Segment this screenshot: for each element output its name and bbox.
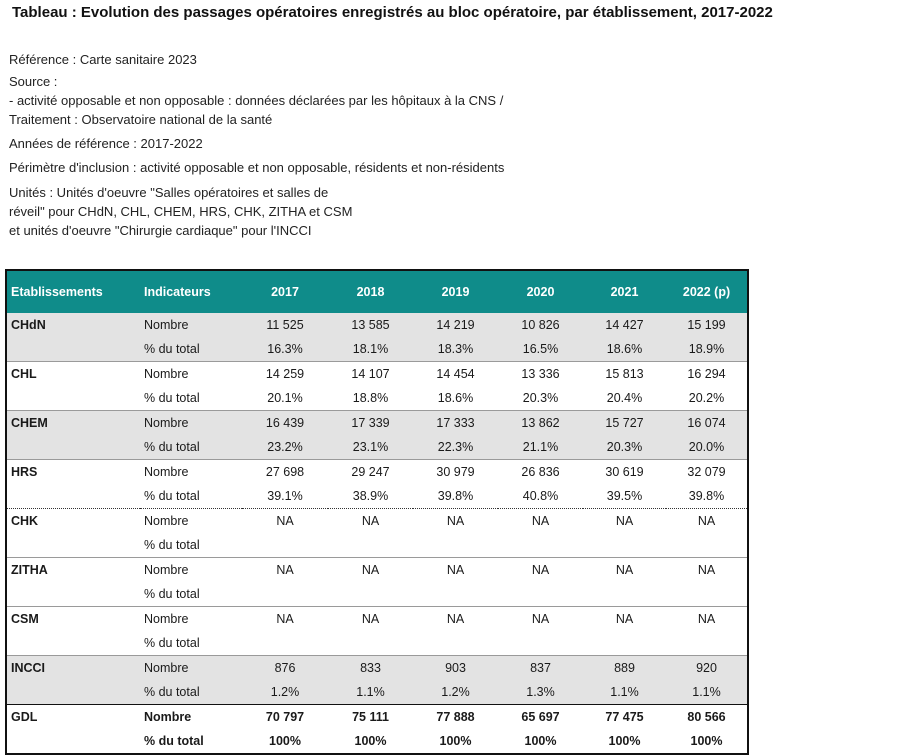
header-year: 2020 (498, 270, 583, 313)
value-cell: 29 247 (328, 460, 413, 485)
value-cell: 77 475 (583, 705, 666, 730)
value-cell: 15 727 (583, 411, 666, 436)
value-cell (242, 631, 328, 656)
indicator-cell: % du total (144, 734, 204, 748)
value-cell: 16.5% (498, 337, 583, 362)
value-cell: 18.3% (413, 337, 498, 362)
reference-text: Référence : Carte sanitaire 2023 (9, 52, 197, 67)
establishment-cell (6, 484, 140, 509)
value-cell: 32 079 (666, 460, 748, 485)
value-cell: 70 797 (242, 705, 328, 730)
value-cell: NA (498, 607, 583, 632)
value-cell: NA (413, 607, 498, 632)
value-cell: 10 826 (498, 313, 583, 337)
table-row (6, 705, 748, 730)
treatment-text: Traitement : Observatoire national de la santé (9, 112, 273, 127)
value-cell (413, 533, 498, 558)
value-cell: 18.8% (352, 391, 389, 405)
value-cell: 920 (666, 656, 748, 681)
value-cell: 889 (583, 656, 666, 681)
indicator-cell: Nombre (140, 411, 242, 436)
establishment-cell (6, 631, 140, 656)
value-cell: 17 333 (413, 411, 498, 436)
value-cell (498, 631, 583, 656)
value-cell: NA (328, 607, 413, 632)
value-cell: 14 427 (583, 313, 666, 337)
value-cell (583, 582, 666, 607)
value-cell: 20.3% (522, 391, 559, 405)
establishment-cell (6, 386, 140, 411)
establishment-cell: CHL (6, 362, 140, 387)
establishment-cell (6, 729, 140, 754)
indicator-cell: % du total (140, 680, 242, 705)
establishment-cell (6, 435, 140, 460)
value-cell: 23.1% (328, 435, 413, 460)
value-cell: 26 836 (498, 460, 583, 485)
value-cell: 14 454 (413, 362, 498, 387)
table-row (6, 656, 748, 681)
value-cell: 65 697 (498, 705, 583, 730)
indicator-cell: % du total (144, 538, 200, 552)
table-row (6, 435, 748, 460)
value-cell: NA (498, 558, 583, 583)
value-cell: 18.9% (666, 337, 748, 362)
value-cell (328, 533, 413, 558)
value-cell: 22.3% (413, 435, 498, 460)
table-row (6, 631, 748, 656)
table-row (6, 411, 748, 436)
establishment-cell: CSM (6, 607, 140, 632)
value-cell: 27 698 (242, 460, 328, 485)
value-cell: 16.3% (242, 337, 328, 362)
header-establishments: Etablissements (6, 270, 140, 313)
value-cell (666, 533, 748, 558)
establishment-cell (6, 582, 140, 607)
indicator-cell: Nombre (140, 509, 242, 534)
header-year: 2019 (413, 270, 498, 313)
value-cell (498, 533, 583, 558)
value-cell: 75 111 (328, 705, 413, 730)
establishment-cell: CHK (6, 509, 140, 534)
value-cell: NA (583, 558, 666, 583)
value-cell: 30 979 (413, 460, 498, 485)
establishment-cell: HRS (6, 460, 140, 485)
value-cell: 20.4% (606, 391, 643, 405)
value-cell (242, 533, 328, 558)
table-row (6, 484, 748, 509)
value-cell: 100% (354, 734, 387, 748)
table-row (6, 680, 748, 705)
value-cell: NA (328, 509, 413, 534)
table-row (6, 582, 748, 607)
indicator-cell: % du total (144, 489, 200, 503)
indicator-cell: Nombre (140, 460, 242, 485)
header-year: 2021 (583, 270, 666, 313)
value-cell: 17 339 (328, 411, 413, 436)
value-cell: 1.1% (666, 680, 748, 705)
value-cell: 876 (242, 656, 328, 681)
value-cell: NA (413, 558, 498, 583)
value-cell: NA (583, 509, 666, 534)
header-year: 2017 (242, 270, 328, 313)
value-cell: 38.9% (352, 489, 389, 503)
value-cell: 77 888 (413, 705, 498, 730)
table-row (6, 533, 748, 558)
value-cell: NA (242, 509, 328, 534)
indicator-cell: % du total (140, 337, 242, 362)
table-row (6, 313, 748, 337)
value-cell: 20.0% (666, 435, 748, 460)
table-row (6, 386, 748, 411)
value-cell: 16 074 (666, 411, 748, 436)
value-cell: 18.6% (437, 391, 474, 405)
indicator-cell: Nombre (140, 656, 242, 681)
value-cell: NA (666, 558, 748, 583)
value-cell: 14 219 (413, 313, 498, 337)
value-cell: 15 813 (583, 362, 666, 387)
value-cell (328, 631, 413, 656)
value-cell: 39.8% (688, 489, 725, 503)
value-cell: NA (242, 607, 328, 632)
value-cell: NA (583, 607, 666, 632)
establishment-cell: CHdN (6, 313, 140, 337)
establishment-cell: ZITHA (6, 558, 140, 583)
table-row (6, 509, 748, 534)
value-cell: 100% (524, 734, 557, 748)
value-cell: NA (328, 558, 413, 583)
indicator-cell: % du total (144, 636, 200, 650)
value-cell: 39.1% (267, 489, 303, 503)
value-cell: 1.2% (413, 680, 498, 705)
indicator-cell: Nombre (140, 558, 242, 583)
value-cell (498, 582, 583, 607)
value-cell: 833 (328, 656, 413, 681)
table-row (6, 460, 748, 485)
value-cell: 16 294 (666, 362, 748, 387)
value-cell: NA (413, 509, 498, 534)
value-cell: 100% (608, 734, 641, 748)
value-cell: 80 566 (666, 705, 748, 730)
value-cell: 1.1% (328, 680, 413, 705)
value-cell: 14 259 (242, 362, 328, 387)
indicator-cell: % du total (144, 391, 200, 405)
value-cell: 13 585 (328, 313, 413, 337)
indicator-cell: % du total (140, 435, 242, 460)
value-cell: 13 862 (498, 411, 583, 436)
page-title: Tableau : Evolution des passages opératoires enregistrés au bloc opératoire, par établissement, 2017-2022 (12, 4, 773, 21)
value-cell: 837 (498, 656, 583, 681)
value-cell: 13 336 (498, 362, 583, 387)
value-cell (666, 582, 748, 607)
value-cell: 20.3% (583, 435, 666, 460)
value-cell (328, 582, 413, 607)
value-cell: 100% (269, 734, 301, 748)
value-cell: 20.2% (688, 391, 725, 405)
table-row (6, 729, 748, 754)
value-cell: 30 619 (583, 460, 666, 485)
indicator-cell: Nombre (140, 607, 242, 632)
indicator-cell: Nombre (140, 313, 242, 337)
indicator-cell: Nombre (140, 362, 242, 387)
table-row (6, 362, 748, 387)
value-cell (413, 631, 498, 656)
value-cell: 1.1% (583, 680, 666, 705)
establishment-cell (6, 337, 140, 362)
source-label: Source : (9, 74, 58, 89)
indicator-cell: % du total (144, 587, 200, 601)
value-cell: 100% (690, 734, 723, 748)
value-cell: 20.1% (267, 391, 303, 405)
value-cell: 40.8% (522, 489, 559, 503)
value-cell: 39.5% (606, 489, 643, 503)
table-header-row (6, 270, 748, 313)
value-cell: 14 107 (328, 362, 413, 387)
value-cell: 1.2% (242, 680, 328, 705)
table-row (6, 337, 748, 362)
value-cell: NA (242, 558, 328, 583)
establishment-cell: CHEM (6, 411, 140, 436)
value-cell: 39.8% (437, 489, 474, 503)
value-cell: 16 439 (242, 411, 328, 436)
value-cell: 18.1% (328, 337, 413, 362)
value-cell: 1.3% (498, 680, 583, 705)
establishment-cell: GDL (6, 705, 140, 730)
establishment-cell (6, 533, 140, 558)
value-cell: NA (666, 607, 748, 632)
surgery-passages-table (5, 269, 749, 755)
table-row (6, 607, 748, 632)
header-indicators: Indicateurs (140, 270, 242, 313)
source-line: - activité opposable et non opposable : données déclarées par les hôpitaux à la CNS / (9, 93, 504, 108)
value-cell: 100% (439, 734, 472, 748)
value-cell (583, 533, 666, 558)
value-cell (583, 631, 666, 656)
value-cell: 23.2% (242, 435, 328, 460)
units-line-3: et unités d'oeuvre "Chirurgie cardiaque" pour l'INCCI (9, 223, 312, 238)
value-cell: 15 199 (666, 313, 748, 337)
value-cell: 903 (413, 656, 498, 681)
units-line-2: réveil" pour CHdN, CHL, CHEM, HRS, CHK, ZITHA et CSM (9, 204, 353, 219)
value-cell: 18.6% (583, 337, 666, 362)
value-cell (242, 582, 328, 607)
value-cell (666, 631, 748, 656)
table-row (6, 558, 748, 583)
value-cell: 11 525 (242, 313, 328, 337)
establishment-cell: INCCI (6, 656, 140, 681)
value-cell: NA (498, 509, 583, 534)
perimeter-text: Périmètre d'inclusion : activité opposable et non opposable, résidents et non-résidents (9, 160, 505, 175)
indicator-cell: Nombre (140, 705, 242, 730)
reference-years-text: Années de référence : 2017-2022 (9, 136, 203, 151)
header-year: 2018 (328, 270, 413, 313)
value-cell (413, 582, 498, 607)
value-cell: 21.1% (498, 435, 583, 460)
value-cell: NA (666, 509, 748, 534)
header-year: 2022 (p) (666, 270, 748, 313)
units-line-1: Unités : Unités d'oeuvre "Salles opératoires et salles de (9, 185, 329, 200)
establishment-cell (6, 680, 140, 705)
